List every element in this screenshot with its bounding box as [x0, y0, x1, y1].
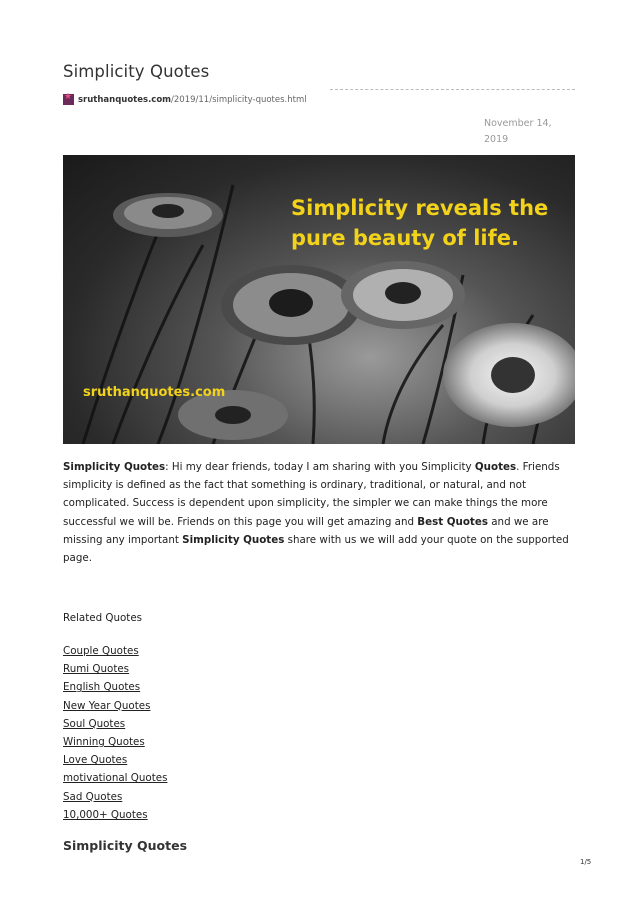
source-domain[interactable]: sruthanquotes.com — [78, 94, 172, 105]
related-link[interactable]: Sad Quotes — [63, 790, 123, 803]
related-link[interactable]: New Year Quotes — [63, 699, 151, 712]
intro-bold-4: Simplicity Quotes — [182, 533, 285, 546]
list-item — [63, 733, 167, 751]
related-link[interactable]: Soul Quotes — [63, 717, 126, 730]
dashed-divider — [330, 89, 575, 90]
related-link[interactable]: Winning Quotes — [63, 736, 145, 749]
intro-bold-2: Quotes — [474, 461, 517, 473]
list-item — [63, 678, 167, 696]
related-link[interactable]: Love Quotes — [63, 754, 128, 767]
page-title: Simplicity Quotes — [63, 62, 210, 81]
related-link[interactable]: Couple Quotes — [63, 645, 139, 657]
hero-quote-line1: Simplicity reveals the — [291, 196, 549, 220]
hero-watermark: sruthanquotes.com — [83, 385, 226, 400]
publish-date-line1: November 14, — [484, 118, 552, 129]
list-item — [63, 769, 167, 787]
related-link[interactable]: motivational Quotes — [63, 772, 168, 785]
list-item — [63, 642, 167, 660]
source-url[interactable] — [63, 94, 575, 105]
list-item — [63, 715, 167, 733]
related-quotes-list — [63, 642, 167, 824]
hero-image — [63, 155, 575, 444]
intro-text-2: . Friends simplicity is defined as the fact that something is ordinary, traditional, or natural, and not complicated. Success is dependent upon simplicity, the simpler we can make things the more successful we will be. Friends on this page you will get amazing and — [63, 461, 560, 528]
intro-text-4: share with us we will add your quote on the supported page. — [63, 533, 569, 565]
related-link[interactable]: Rumi Quotes — [63, 663, 130, 676]
list-item — [63, 660, 167, 678]
hero-quote-line2: pure beauty of life. — [291, 226, 519, 250]
related-link[interactable]: English Quotes — [63, 681, 141, 694]
site-favicon-icon — [63, 94, 74, 105]
section-title: Simplicity Quotes — [63, 838, 188, 853]
intro-bold-1: Simplicity Quotes — [63, 461, 166, 473]
list-item — [63, 806, 167, 824]
related-quotes-heading: Related Quotes — [63, 612, 143, 624]
related-link[interactable]: 10,000+ Quotes — [63, 808, 148, 821]
intro-text-1: : Hi my dear friends, today I am sharing with you Simplicity — [165, 461, 475, 473]
publish-date — [484, 116, 564, 148]
intro-bold-3: Best Quotes — [417, 515, 488, 528]
source-path[interactable]: /2019/11/simplicity-quotes.html — [171, 94, 307, 105]
hero-quote-text — [291, 193, 571, 253]
intro-paragraph — [63, 458, 575, 567]
publish-date-line2: 2019 — [484, 134, 509, 145]
intro-text-3: and we are missing any important — [63, 515, 549, 546]
page-number: 1/5 — [580, 858, 592, 866]
list-item — [63, 751, 167, 769]
list-item — [63, 697, 167, 715]
list-item — [63, 788, 167, 806]
